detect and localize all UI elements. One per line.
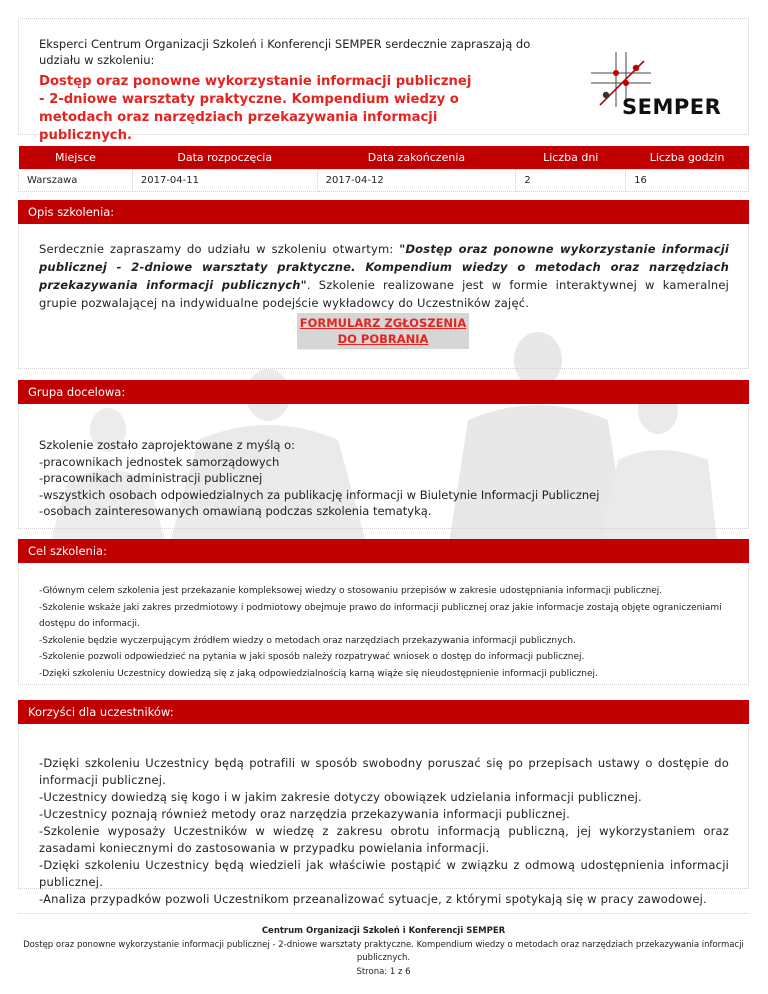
list-item: -Dzięki szkoleniu Uczestnicy będą potrafili w sposób swobodny poruszać się po przepisach ustawy o dostępie do informacji publicznej.	[39, 756, 729, 787]
header	[18, 18, 749, 143]
page-footer	[18, 913, 749, 979]
list-item: -Dzięki szkoleniu Uczestnicy dowiedzą się z jaką odpowiedzialnością karną wiąże się nieudostępnienie informacji publicznej.	[39, 668, 598, 679]
description-rest: . Szkolenie realizowane jest w formie interaktywnej w kameralnej grupie pozwalającej na indywidualne podejście wykładowcy do Uczestników zajęć.	[39, 278, 730, 310]
cell-days: 2	[516, 169, 626, 191]
form-link-line-1: FORMULARZ ZGŁOSZENIA	[299, 316, 467, 330]
column-header-hours: Liczba godzin	[626, 146, 749, 169]
description-quoted-title: "Dostęp oraz ponowne wykorzystanie informacji publicznej - 2-dniowe warsztaty praktyczne. Kompendium wiedzy o metodach oraz narzędziach przekazywania informacji publicznych"	[39, 242, 729, 292]
form-link-line-2: DO POBRANIA	[337, 332, 429, 346]
list-item: -Głównym celem szkolenia jest przekazanie kompleksowej wiedzy o stosowaniu przepisów w zakresie udostępniania informacji publicznej.	[39, 586, 663, 596]
list-item: -Szkolenie będzie wyczerpującym źródłem wiedzy o metodach oraz narzędziach przekazywania informacji publicznych.	[39, 635, 576, 646]
section-heading-goal: Cel szkolenia:	[18, 539, 749, 563]
list-item: -osobach zainteresowanych omawianą podczas szkolenia tematyką.	[39, 504, 432, 518]
section-target-group	[18, 404, 749, 529]
column-header-end-date: Data zakończenia	[317, 146, 516, 169]
cell-end-date: 2017-04-12	[317, 169, 516, 191]
list-item: Szkolenie zostało zaprojektowane z myślą o:	[39, 438, 296, 452]
column-header-days: Liczba dni	[516, 146, 626, 169]
course-title: Dostęp oraz ponowne wykorzystanie informacji publicznej - 2-dniowe warsztaty praktyczne. Kompendium wiedzy o metodach oraz narzędziach przekazywania informacji publicznych.	[39, 74, 472, 143]
cell-place: Warszawa	[19, 169, 133, 191]
page-number: Strona: 1 z 6	[356, 966, 411, 977]
footer-org: Centrum Organizacji Szkoleń i Konferencji SEMPER	[261, 926, 506, 936]
section-description	[18, 224, 749, 369]
info-table-header	[19, 146, 749, 169]
target-group-list	[39, 437, 729, 520]
column-header-place: Miejsce	[19, 146, 133, 169]
list-item: dostępu do informacji.	[39, 619, 140, 629]
description-lead: Serdecznie zapraszamy do udziału w szkoleniu otwartym:	[39, 242, 400, 256]
intro-text: Eksperci Centrum Organizacji Szkoleń i Konferencji SEMPER serdecznie zapraszają do udziału w szkoleniu:	[39, 37, 531, 67]
list-item: -Uczestnicy dowiedzą się kogo i w jakim zakresie dotyczy obowiązek udzielania informacji publicznej.	[39, 790, 642, 804]
section-goal	[18, 563, 749, 685]
list-item: -Dzięki szkoleniu Uczestnicy będą wiedzieli jak właściwie postąpić w związku z odmową udostępnienia informacji publicznej.	[39, 858, 729, 889]
section-heading-target-group: Grupa docelowa:	[18, 380, 749, 404]
section-heading-benefits: Korzyści dla uczestników:	[18, 700, 749, 724]
cell-hours: 16	[626, 169, 749, 191]
list-item: -Szkolenie wskaże jaki zakres przedmiotowy i podmiotowy obejmuje prawo do informacji publicznej oraz jakie informacje zostają objęte ograniczeniami	[39, 602, 722, 613]
description-text	[39, 240, 729, 312]
logo-wordmark: SEMPER	[622, 95, 722, 119]
list-item: -Szkolenie pozwoli odpowiedzieć na pytania w jaki sposób należy rozpatrywać wniosek o dostęp do informacji publicznej.	[39, 652, 585, 662]
list-item: -pracownikach jednostek samorządowych	[39, 454, 280, 469]
section-heading-description: Opis szkolenia:	[18, 200, 749, 224]
list-item: -pracownikach administracji publicznej	[39, 471, 263, 485]
footer-title: Dostęp oraz ponowne wykorzystanie informacji publicznej - 2-dniowe warsztaty praktyczne. Kompendium wiedzy o metodach oraz narzędziach przekazywania informacji publicznych.	[23, 939, 744, 963]
list-item: -Szkolenie wyposaży Uczestników w wiedzę z zakresu obrotu informacją publiczną, jej wykorzystaniem oraz zasadami koniecznymi do zastosowania w przypadku powielania informacji.	[39, 824, 729, 855]
list-item: -Uczestnicy poznają również metody oraz narzędzia przekazywania informacji publicznej.	[39, 807, 570, 821]
cell-start-date: 2017-04-11	[132, 169, 317, 191]
section-benefits	[18, 724, 749, 906]
table-row	[19, 169, 749, 191]
column-header-start-date: Data rozpoczęcia	[132, 146, 317, 169]
list-item: -Analiza przypadków pozwoli Uczestnikom przeanalizować sytuacje, z którymi spotykają się w pracy zawodowej.	[39, 892, 707, 906]
semper-logo	[586, 47, 736, 127]
info-table	[18, 146, 749, 192]
registration-form-download-link[interactable]	[297, 313, 469, 349]
goal-list	[39, 583, 734, 682]
benefits-list	[39, 755, 729, 908]
list-item: -wszystkich osobach odpowiedzialnych za publikację informacji w Biuletynie Informacji Publicznej	[39, 487, 600, 502]
